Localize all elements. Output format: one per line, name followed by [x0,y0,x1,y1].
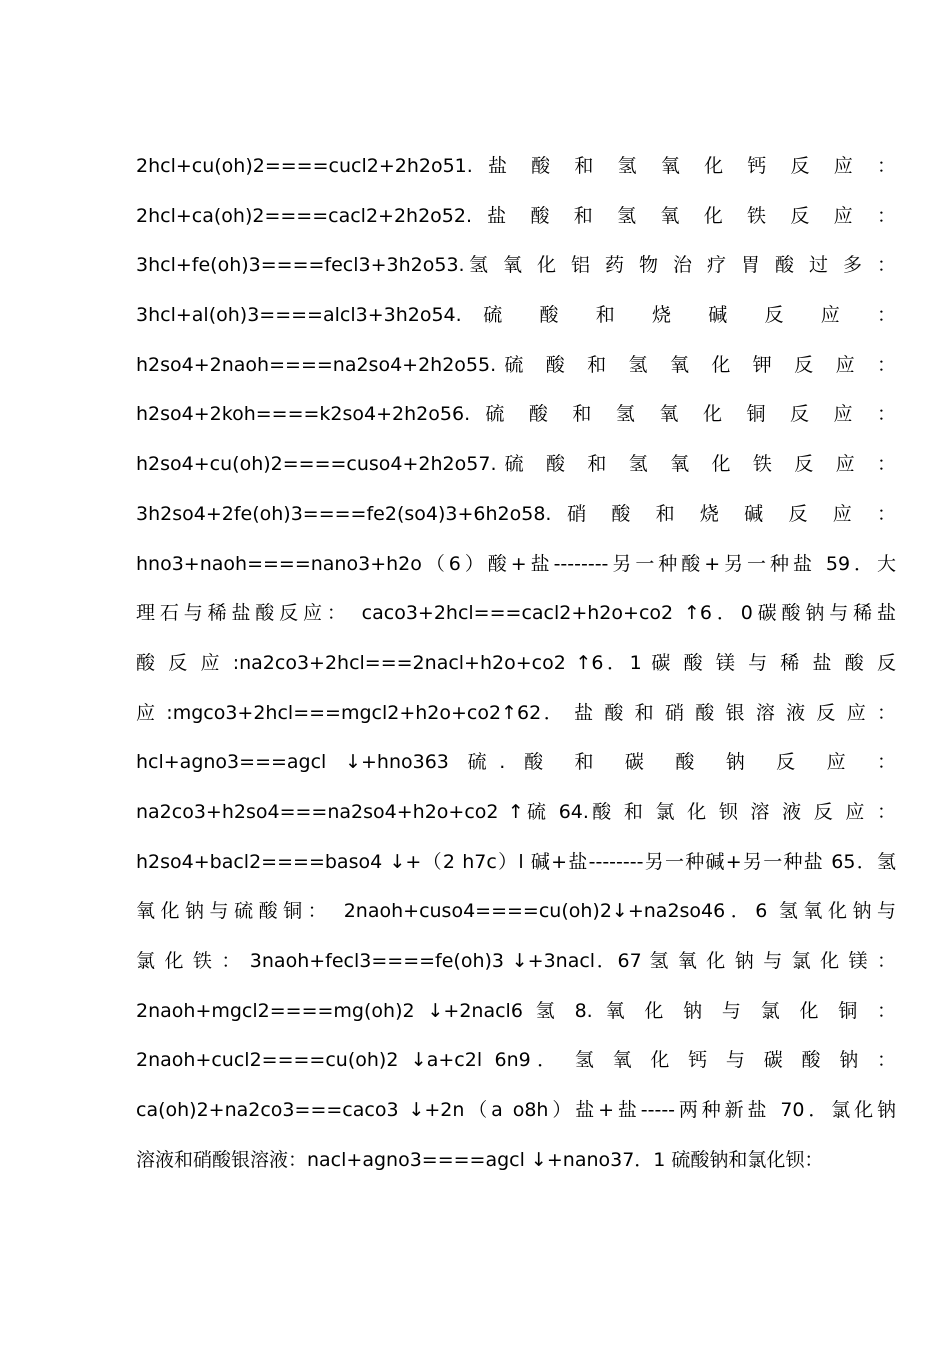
text-line: 3hcl+al(oh)3====alcl3+3h2o54. 硫 酸 和 烧 碱 反 应 ： [136,304,896,327]
text-line: 2naoh+cucl2====cu(oh)2 ↓a+c2l 6n9． 氢 氧 化 钙 与 碳 酸 钠 ： [136,1049,896,1072]
text-line: 应 :mgco3+2hcl===mgcl2+h2o+co2↑62． 盐 酸 和 硝 酸 银 溶 液 反 应 ： [136,701,896,724]
text-line: h2so4+cu(oh)2====cuso4+2h2o57.硫 酸 和 氢 氧 化 铁 反 应 ： [136,453,896,476]
text-line: h2so4+2naoh====na2so4+2h2o55.硫 酸 和 氢 氧 化 钾 反 应 ： [136,353,896,376]
document-body [136,148,896,1191]
text-line: 氯 化 铁 ： 3naoh+fecl3====fe(oh)3 ↓+3nacl．67 氢 氧 化 钠 与 氯 化 镁 ： [136,950,896,972]
text-line: h2so4+2koh====k2so4+2h2o56. 硫 酸 和 氢 氧 化 铜 反 应 ： [136,403,896,426]
text-line: 2hcl+cu(oh)2====cucl2+2h2o51. 盐 酸 和 氢 氧 化 钙 反 应 ： [136,155,896,177]
text-line: na2co3+h2so4===na2so4+h2o+co2 ↑硫 64.酸 和 氯 化 钡 溶 液 反 应 ： [136,800,896,823]
text-line: ca(oh)2+na2co3===caco3 ↓+2n（a o8h）盐+盐-----两种新盐 70．氯化钠 [136,1099,896,1122]
text-line: 2hcl+ca(oh)2====cacl2+2h2o52. 盐 酸 和 氢 氧 化 铁 反 应 ： [136,204,896,227]
text-line: 3h2so4+2fe(oh)3====fe2(so4)3+6h2o58. 硝 酸 和 烧 碱 反 应 ： [136,502,896,525]
text-line: 2naoh+mgcl2====mg(oh)2 ↓+2nacl6 氢 8. 氧 化 钠 与 氯 化 铜 ： [136,999,896,1022]
text-line: 氧化钠与硫酸铜： 2naoh+cuso4====cu(oh)2↓+na2so46．6 氢氧化钠与 [136,900,896,923]
text-line: 3hcl+fe(oh)3====fecl3+3h2o53.氢 氧 化 铝 药 物 治 疗 胃 酸 过 多 ： [136,254,896,277]
text-line: hno3+naoh====nano3+h2o（6）酸+盐--------另一种酸+另一种盐 59．大 [136,552,896,575]
text-line: 溶液和硝酸银溶液：nacl+agno3====agcl ↓+nano37．1 硫酸钠和氯化钡： [136,1148,824,1171]
text-line: h2so4+bacl2====baso4 ↓+（2 h7c）l 碱+盐--------另一种碱+另一种盐 65．氢 [136,850,896,873]
text-line: 理石与稀盐酸反应： caco3+2hcl===cacl2+h2o+co2 ↑6．0碳酸钠与稀盐 [136,602,896,625]
text-line: hcl+agno3===agcl ↓+hno363 硫. 酸 和 碳 酸 钠 反 应 ： [136,751,896,774]
text-line: 酸 反 应 :na2co3+2hcl===2nacl+h2o+co2 ↑6．1 碳 酸 镁 与 稀 盐 酸 反 [136,651,896,674]
